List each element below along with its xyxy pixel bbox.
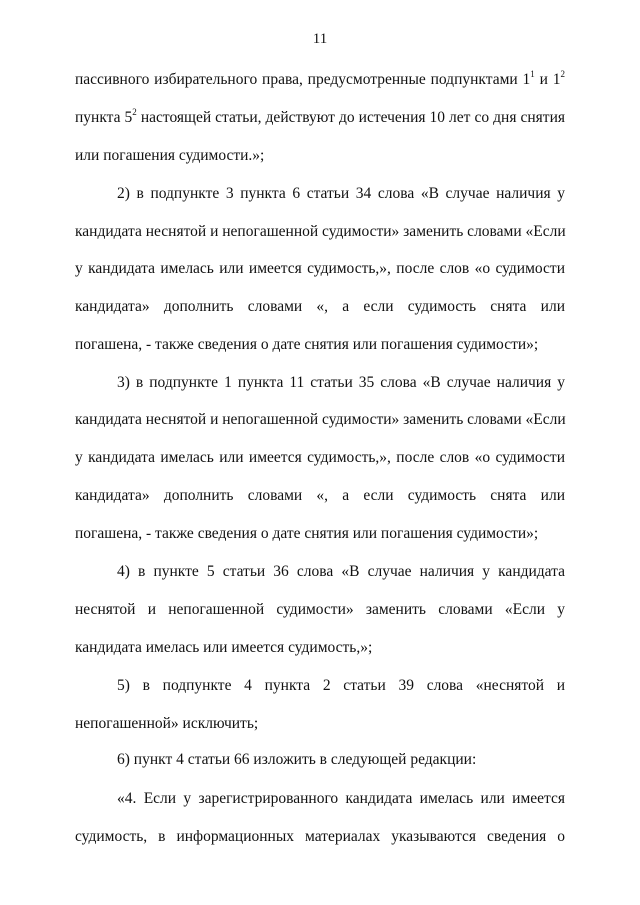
text-fragment: 6) пункт 4 статьи 66 изложить в следующей редакции: — [117, 751, 477, 768]
text-fragment: кандидата» дополнить словами «, а если судимость снята или — [75, 487, 565, 504]
text-line — [75, 222, 565, 242]
text-fragment: погашена, - также сведения о дате снятия или погашения судимости»; — [75, 525, 539, 542]
text-line — [117, 562, 565, 582]
text-line — [75, 108, 565, 128]
text-line — [75, 297, 565, 317]
text-fragment: «4. Если у зарегистрированного кандидата имелась или имеется — [117, 790, 565, 807]
text-fragment: пункта 5 — [75, 109, 133, 126]
text-line — [75, 335, 565, 355]
text-line — [117, 676, 565, 696]
text-line — [75, 146, 565, 166]
text-line — [75, 410, 565, 430]
text-line — [75, 638, 565, 658]
text-fragment: непогашенной» исключить; — [75, 715, 259, 732]
text-fragment: или погашения судимости.»; — [75, 147, 265, 164]
text-fragment: настоящей статьи, действуют до истечения 10 лет со дня снятия — [136, 109, 565, 126]
text-line — [117, 789, 565, 809]
text-line — [117, 750, 565, 770]
superscript: 2 — [560, 69, 566, 79]
text-fragment: 2) в подпункте 3 пункта 6 статьи 34 слова «В случае наличия у — [117, 185, 565, 202]
text-fragment: пассивного избирательного права, предусмотренные подпунктами 1 — [75, 71, 531, 88]
text-line — [75, 524, 565, 544]
text-line — [75, 70, 565, 90]
text-fragment: у кандидата имелась или имеется судимость,», после слов «о судимости — [75, 449, 565, 466]
text-line — [117, 184, 565, 204]
text-fragment: кандидата» дополнить словами «, а если судимость снята или — [75, 298, 565, 315]
text-fragment: неснятой и непогашенной судимости» заменить словами «Если у — [75, 601, 565, 618]
text-fragment: судимость, в информационных материалах указываются сведения о — [75, 828, 565, 845]
text-line — [75, 486, 565, 506]
text-line — [75, 827, 565, 847]
text-fragment: 5) в подпункте 4 пункта 2 статьи 39 слова «неснятой и — [117, 677, 565, 694]
text-line — [75, 448, 565, 468]
text-line — [75, 259, 565, 279]
text-fragment: и 1 — [534, 71, 561, 88]
text-line — [75, 714, 565, 734]
superscript: 2 — [132, 107, 137, 117]
page-number: 11 — [312, 31, 328, 47]
text-fragment: погашена, - также сведения о дате снятия или погашения судимости»; — [75, 336, 539, 353]
text-line — [117, 373, 565, 393]
text-fragment: кандидата имелась или имеется судимость,»; — [75, 639, 373, 656]
text-fragment: 4) в пункте 5 статьи 36 слова «В случае наличия у кандидата — [117, 563, 565, 580]
superscript: 1 — [530, 69, 535, 79]
text-fragment: кандидата неснятой и непогашенной судимости» заменить словами «Если — [75, 411, 566, 428]
text-line — [75, 600, 565, 620]
text-fragment: 3) в подпункте 1 пункта 11 статьи 35 слова «В случае наличия у — [117, 374, 565, 391]
text-fragment: кандидата неснятой и непогашенной судимости» заменить словами «Если — [75, 223, 566, 240]
text-fragment: у кандидата имелась или имеется судимость,», после слов «о судимости — [75, 260, 565, 277]
